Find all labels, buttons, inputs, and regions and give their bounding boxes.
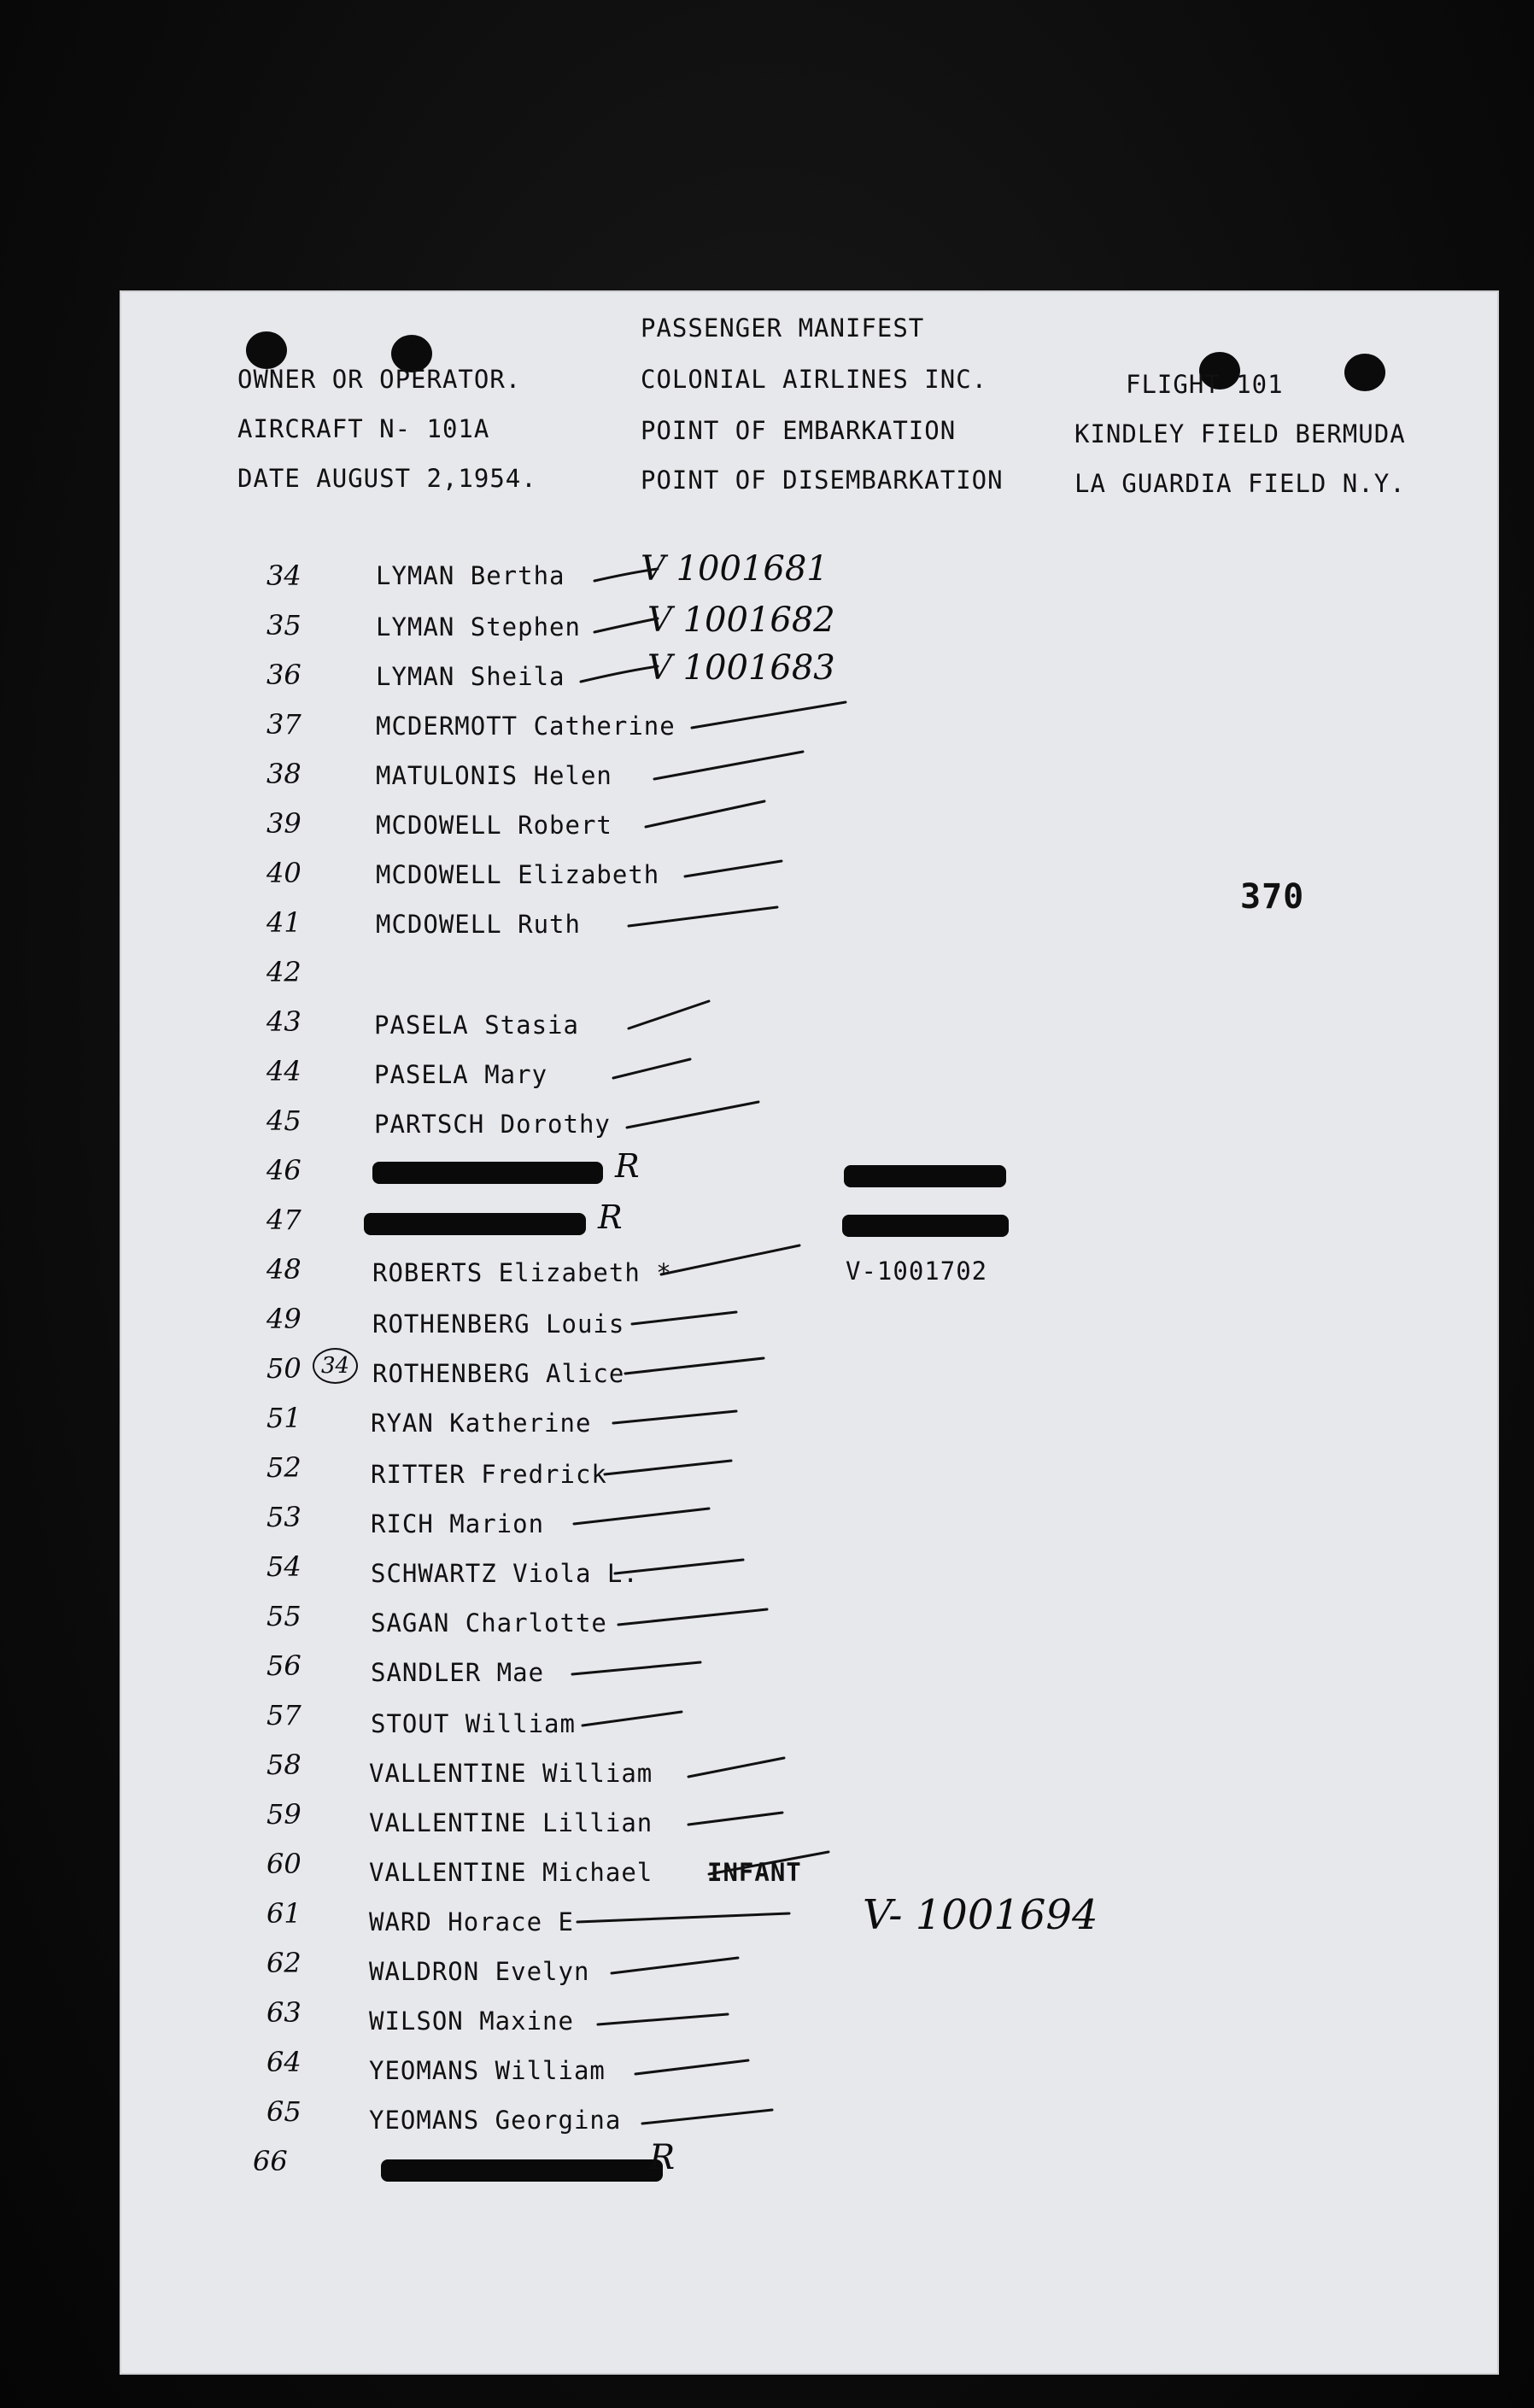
check-mark bbox=[618, 1609, 767, 1625]
visa-annotation: V- 1001694 bbox=[863, 1891, 1098, 1939]
visa-annotation: V 1001681 bbox=[641, 549, 828, 589]
row-number: 44 bbox=[266, 1055, 302, 1087]
passenger-name: SANDLER Mae bbox=[371, 1658, 545, 1687]
passenger-name: ROTHENBERG Louis bbox=[372, 1309, 625, 1339]
check-mark bbox=[598, 2014, 728, 2024]
infant-note: INFANT bbox=[707, 1858, 802, 1887]
row-number: 60 bbox=[266, 1848, 302, 1880]
row-number: 42 bbox=[266, 956, 302, 988]
flight-number: FLIGHT 101 bbox=[1126, 370, 1284, 399]
passenger-name: VALLENTINE Lillian bbox=[369, 1808, 653, 1837]
passenger-name: WARD Horace E bbox=[369, 1907, 574, 1936]
embarkation-label: POINT OF EMBARKATION bbox=[641, 416, 957, 445]
check-marks bbox=[120, 290, 1499, 2375]
row-number: 39 bbox=[266, 807, 302, 840]
row-number: 48 bbox=[266, 1253, 302, 1286]
passenger-name: LYMAN Bertha bbox=[376, 561, 565, 590]
check-mark bbox=[646, 801, 764, 827]
passenger-name: PARTSCH Dorothy bbox=[374, 1110, 611, 1139]
check-mark bbox=[688, 1758, 784, 1777]
passenger-name: PASELA Mary bbox=[374, 1060, 548, 1089]
passenger-name: PASELA Stasia bbox=[374, 1011, 579, 1040]
aircraft-number: AIRCRAFT N- 101A bbox=[237, 414, 490, 443]
passenger-name: WILSON Maxine bbox=[369, 2007, 574, 2036]
row-number: 57 bbox=[266, 1699, 302, 1731]
check-mark bbox=[642, 2110, 772, 2124]
check-mark bbox=[688, 1813, 782, 1825]
visa-annotation: V 1001683 bbox=[647, 648, 835, 688]
row-number: 45 bbox=[266, 1104, 302, 1137]
passenger-name: MCDOWELL Ruth bbox=[376, 910, 581, 939]
passenger-name: YEOMANS William bbox=[369, 2056, 606, 2085]
check-mark bbox=[615, 1560, 743, 1573]
row-number: 58 bbox=[266, 1749, 302, 1781]
passenger-name: STOUT William bbox=[371, 1709, 576, 1738]
owner-label: OWNER OR OPERATOR. bbox=[237, 365, 522, 394]
row-number: 66 bbox=[253, 2145, 288, 2177]
check-mark bbox=[581, 666, 658, 682]
initials-annotation: R bbox=[649, 2138, 676, 2177]
check-mark bbox=[605, 1461, 731, 1474]
disembarkation-place: LA GUARDIA FIELD N.Y. bbox=[1074, 469, 1406, 498]
check-mark bbox=[594, 618, 658, 632]
row-number: 46 bbox=[266, 1154, 302, 1186]
manifest-date: DATE AUGUST 2,1954. bbox=[237, 464, 537, 493]
row-number: 43 bbox=[266, 1005, 302, 1038]
row-number: 54 bbox=[266, 1550, 302, 1583]
passenger-name: MCDERMOTT Catherine bbox=[376, 712, 676, 741]
row-number: 63 bbox=[266, 1996, 302, 2029]
check-mark bbox=[692, 702, 846, 728]
row-number: 49 bbox=[266, 1303, 302, 1335]
passenger-name: MATULONIS Helen bbox=[376, 761, 612, 790]
passenger-name: SAGAN Charlotte bbox=[371, 1608, 607, 1638]
row-number: 53 bbox=[266, 1501, 302, 1533]
passenger-name: LYMAN Stephen bbox=[376, 612, 581, 642]
row-number: 35 bbox=[266, 609, 302, 642]
row-number: 62 bbox=[266, 1947, 302, 1979]
row-number: 50 bbox=[266, 1352, 302, 1385]
row-number: 40 bbox=[266, 857, 302, 889]
row-number: 52 bbox=[266, 1451, 302, 1484]
row-number: 51 bbox=[266, 1402, 302, 1434]
passenger-name: SCHWARTZ Viola L. bbox=[371, 1559, 639, 1588]
check-mark bbox=[612, 1958, 738, 1973]
disembarkation-label: POINT OF DISEMBARKATION bbox=[641, 466, 1004, 495]
row-number: 61 bbox=[266, 1897, 302, 1930]
passenger-name: WALDRON Evelyn bbox=[369, 1957, 590, 1986]
passenger-name: YEOMANS Georgina bbox=[369, 2106, 622, 2135]
passenger-name: ROBERTS Elizabeth * bbox=[372, 1258, 672, 1287]
manifest-title: PASSENGER MANIFEST bbox=[641, 313, 925, 343]
check-mark bbox=[632, 1312, 736, 1324]
check-mark bbox=[635, 2060, 748, 2074]
row-number: 55 bbox=[266, 1600, 302, 1632]
passenger-name: LYMAN Sheila bbox=[376, 662, 565, 691]
check-mark bbox=[709, 1852, 828, 1874]
row-number: 41 bbox=[266, 906, 302, 939]
passenger-name: RICH Marion bbox=[371, 1509, 545, 1538]
passenger-name: VALLENTINE Michael bbox=[369, 1858, 653, 1887]
initials-annotation: R bbox=[598, 1198, 623, 1236]
check-mark bbox=[613, 1059, 690, 1078]
check-mark bbox=[625, 1358, 764, 1374]
check-mark bbox=[661, 1245, 799, 1274]
check-mark bbox=[583, 1712, 682, 1725]
operator-name: COLONIAL AIRLINES INC. bbox=[641, 365, 988, 394]
visa-annotation: V 1001682 bbox=[647, 601, 835, 640]
passenger-name: RITTER Fredrick bbox=[371, 1460, 607, 1489]
page-number: 370 bbox=[1240, 877, 1305, 917]
visa-annotation: V-1001702 bbox=[846, 1257, 988, 1286]
initials-annotation: R bbox=[615, 1147, 640, 1185]
check-mark bbox=[574, 1509, 709, 1524]
passenger-name: ROTHENBERG Alice bbox=[372, 1359, 625, 1388]
row-number: 34 bbox=[266, 560, 302, 592]
check-mark bbox=[572, 1662, 700, 1674]
circled-margin-note: 34 bbox=[313, 1348, 358, 1384]
row-number: 59 bbox=[266, 1798, 302, 1831]
check-mark bbox=[629, 907, 777, 926]
check-mark bbox=[594, 569, 658, 581]
check-mark bbox=[629, 1001, 709, 1028]
check-mark bbox=[685, 861, 782, 876]
passenger-name: MCDOWELL Elizabeth bbox=[376, 860, 660, 889]
row-number: 47 bbox=[266, 1204, 302, 1236]
row-number: 65 bbox=[266, 2095, 302, 2128]
row-number: 38 bbox=[266, 758, 302, 790]
check-mark bbox=[613, 1411, 736, 1423]
passenger-name: MCDOWELL Robert bbox=[376, 811, 612, 840]
row-number: 64 bbox=[266, 2046, 302, 2078]
row-number: 37 bbox=[266, 708, 302, 741]
embarkation-place: KINDLEY FIELD BERMUDA bbox=[1074, 419, 1406, 448]
manifest-page bbox=[120, 290, 1499, 2375]
check-mark bbox=[627, 1102, 758, 1128]
check-mark bbox=[577, 1913, 789, 1922]
check-mark bbox=[654, 752, 803, 779]
row-number: 36 bbox=[266, 659, 302, 691]
passenger-name: RYAN Katherine bbox=[371, 1409, 592, 1438]
passenger-name: VALLENTINE William bbox=[369, 1759, 653, 1788]
row-number: 56 bbox=[266, 1649, 302, 1682]
